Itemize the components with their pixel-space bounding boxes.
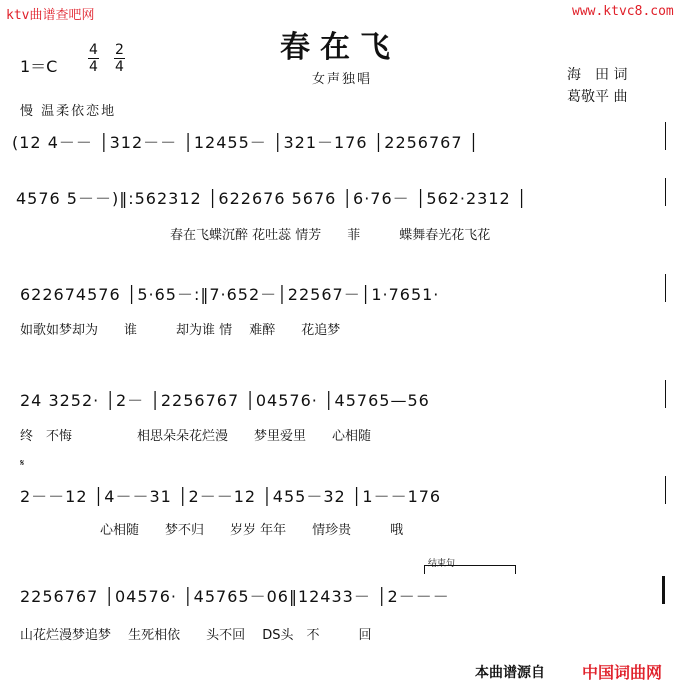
tempo-marking: 慢 温柔依恋地 <box>20 104 117 119</box>
bar-line <box>665 380 666 408</box>
lyrics-line-3: 如歌如梦却为 谁 却为谁 情 难醉 花追梦 <box>20 323 341 338</box>
time-signature-4-4: 4 4 <box>89 42 98 75</box>
bar-line <box>665 122 666 150</box>
bar-line <box>665 178 666 206</box>
footer-brand[interactable]: 中国词曲网 <box>582 663 663 682</box>
song-title: 春在飞 <box>280 30 400 65</box>
final-bar-line <box>662 576 665 604</box>
melody-line-4: 24 3252· │2－ │2256767 │04576· │45765—56 <box>20 391 430 410</box>
melody-line-6: 2256767 │04576· │45765－06‖12433－ │2－－－ <box>20 587 450 606</box>
melody-line-1: (12 4－－ │312－－ │12455－ │321－176 │2256767 │ <box>12 133 480 152</box>
lyricist-credit: 海 田 词 <box>567 67 628 83</box>
lyrics-line-6: 山花烂漫梦追梦 生死相依 头不回 DS头 不 回 <box>20 628 372 643</box>
composer-credit: 葛敬平 曲 <box>567 89 628 105</box>
time-signature-2-4: 2 4 <box>115 42 124 75</box>
melody-line-5: 2－－12 │4－－31 │2－－12 │455－32 │1－－176 <box>20 487 442 506</box>
lyrics-line-2: 春在飞蝶沉醉 花吐蕊 情芳 菲 蝶舞春光花飞花 <box>170 228 491 243</box>
bar-line <box>665 274 666 302</box>
lyrics-line-4: 终 不悔 相思朵朵花烂漫 梦里爱里 心相随 <box>20 429 372 444</box>
segno-sign: 𝄋 <box>20 458 25 469</box>
coda-label: 结束句 <box>428 559 456 569</box>
song-subtitle: 女声独唱 <box>312 72 373 87</box>
watermark-right: www.ktvc8.com <box>572 4 674 19</box>
watermark-left: ktv曲谱查吧网 <box>6 8 95 23</box>
melody-line-3: 622674576 │5·65－:‖7·652－│22567－│1·7651· <box>20 285 440 304</box>
bar-line <box>665 476 666 504</box>
footer-source: 本曲谱源自 <box>475 665 545 681</box>
lyrics-line-5: 心相随 梦不归 岁岁 年年 情珍贵 哦 <box>100 523 404 538</box>
key-signature: 1＝C <box>20 57 58 76</box>
melody-line-2: 4576 5－－)‖:562312 │622676 5676 │6·76－ │562·2312 │ <box>16 189 528 208</box>
